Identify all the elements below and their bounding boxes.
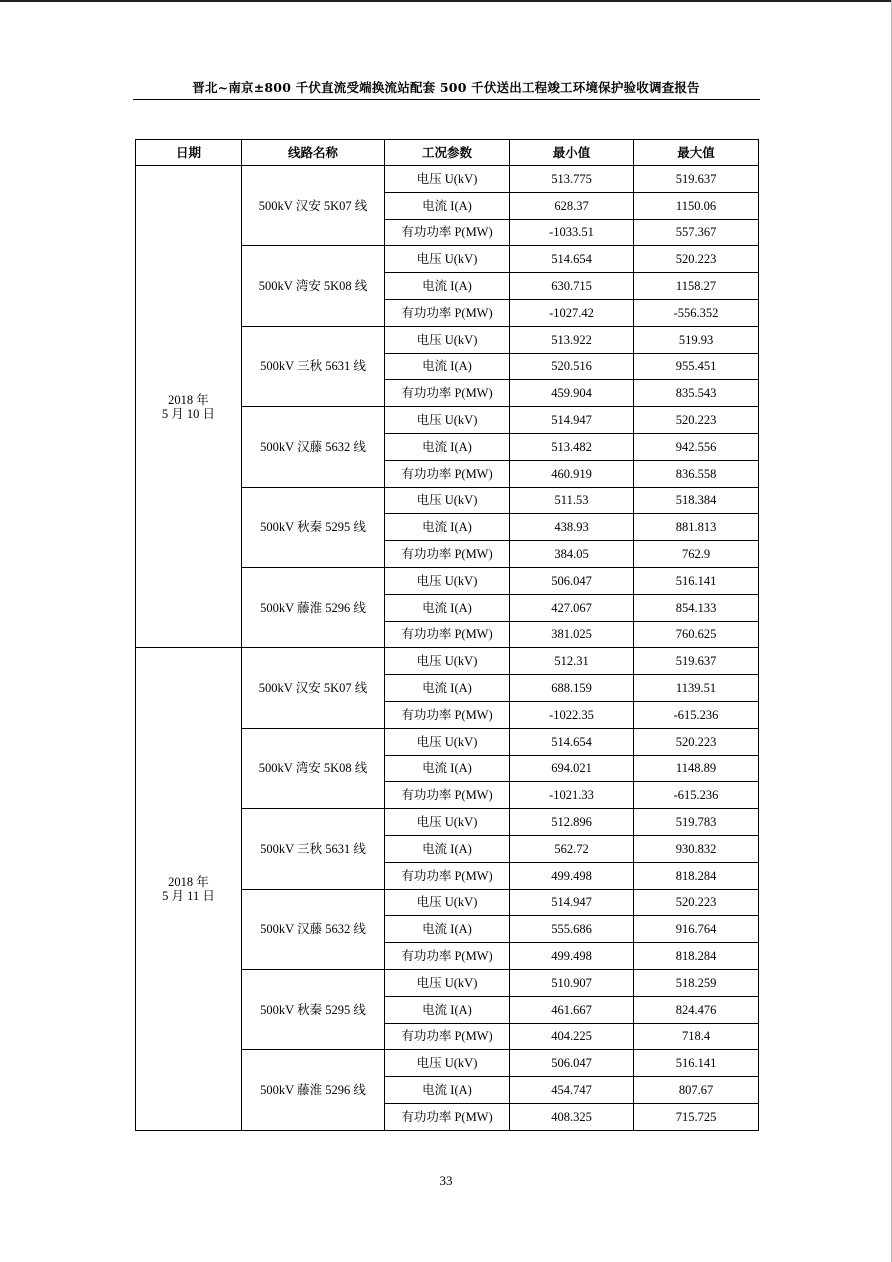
parameter-cell: 电流 I(A) [385,433,510,460]
min-value-cell: 512.896 [510,809,634,836]
parameter-cell: 电压 U(kV) [385,166,510,193]
report-header-title: 晋北~南京±800 千伏直流受端换流站配套 500 千伏送出工程竣工环境保护验收调查报告 [192,80,700,95]
min-value-cell: 454.747 [510,1077,634,1104]
min-value-cell: 460.919 [510,460,634,487]
max-value-cell: 807.67 [634,1077,759,1104]
max-value-cell: 835.543 [634,380,759,407]
table-body [136,166,759,1131]
parameter-cell: 电流 I(A) [385,996,510,1023]
max-value-cell: 942.556 [634,433,759,460]
parameter-cell: 电压 U(kV) [385,728,510,755]
min-value-cell: 514.654 [510,728,634,755]
max-value-cell: 516.141 [634,567,759,594]
line-name-cell: 500kV 秋秦 5295 线 [242,487,385,567]
min-value-cell: 404.225 [510,1023,634,1050]
max-value-cell: 824.476 [634,996,759,1023]
max-value-cell: 818.284 [634,943,759,970]
max-value-cell: 557.367 [634,219,759,246]
table-row [136,166,759,193]
parameter-cell: 有功功率 P(MW) [385,299,510,326]
max-value-cell: 519.783 [634,809,759,836]
table-header-row [136,140,759,166]
min-value-cell: 427.067 [510,594,634,621]
date-cell [136,166,242,648]
line-name-cell: 500kV 秋秦 5295 线 [242,969,385,1049]
min-value-cell: 381.025 [510,621,634,648]
page-number: 33 [439,1173,453,1188]
parameter-cell: 电流 I(A) [385,192,510,219]
date-cell [136,648,242,1130]
min-value-cell: 438.93 [510,514,634,541]
max-value-cell: 1158.27 [634,273,759,300]
line-name-cell: 500kV 藤淮 5296 线 [242,1050,385,1130]
max-value-cell: 520.223 [634,407,759,434]
min-value-cell: 499.498 [510,862,634,889]
min-value-cell: 514.654 [510,246,634,273]
max-value-cell: 916.764 [634,916,759,943]
line-name-cell: 500kV 湾安 5K08 线 [242,728,385,808]
column-header-max: 最大值 [634,140,759,166]
min-value-cell: 520.516 [510,353,634,380]
parameter-cell: 电压 U(kV) [385,889,510,916]
max-value-cell: 519.637 [634,166,759,193]
min-value-cell: 513.482 [510,433,634,460]
parameter-cell: 有功功率 P(MW) [385,943,510,970]
min-value-cell: 513.922 [510,326,634,353]
date-day: 5 月 10 日 [161,406,216,421]
parameter-cell: 电流 I(A) [385,675,510,702]
line-name-cell: 500kV 三秋 5631 线 [242,326,385,406]
max-value-cell: 516.141 [634,1050,759,1077]
line-name-cell: 500kV 三秋 5631 线 [242,809,385,889]
min-value-cell: 510.907 [510,969,634,996]
min-value-cell: 555.686 [510,916,634,943]
parameter-cell: 电流 I(A) [385,353,510,380]
parameter-cell: 有功功率 P(MW) [385,1103,510,1130]
max-value-cell: 762.9 [634,541,759,568]
min-value-cell: -1027.42 [510,299,634,326]
min-value-cell: 499.498 [510,943,634,970]
max-value-cell: 715.725 [634,1103,759,1130]
parameter-cell: 电压 U(kV) [385,487,510,514]
parameter-cell: 电压 U(kV) [385,648,510,675]
line-name-cell: 500kV 藤淮 5296 线 [242,567,385,647]
min-value-cell: 630.715 [510,273,634,300]
parameter-cell: 电流 I(A) [385,755,510,782]
min-value-cell: 512.31 [510,648,634,675]
parameter-cell: 有功功率 P(MW) [385,782,510,809]
parameter-cell: 有功功率 P(MW) [385,541,510,568]
max-value-cell: 518.384 [634,487,759,514]
page-top-border [0,0,892,2]
date-year: 2018 年 [168,392,209,407]
parameter-cell: 电流 I(A) [385,916,510,943]
line-name-cell: 500kV 汉安 5K07 线 [242,648,385,728]
operating-conditions-table [135,139,759,1131]
min-value-cell: 384.05 [510,541,634,568]
header-rule [133,99,760,100]
min-value-cell: 513.775 [510,166,634,193]
parameter-cell: 有功功率 P(MW) [385,862,510,889]
max-value-cell: 955.451 [634,353,759,380]
max-value-cell: -615.236 [634,782,759,809]
column-header-date: 日期 [136,140,242,166]
min-value-cell: 461.667 [510,996,634,1023]
min-value-cell: 506.047 [510,567,634,594]
max-value-cell: 520.223 [634,889,759,916]
min-value-cell: 506.047 [510,1050,634,1077]
date-year: 2018 年 [168,875,209,890]
column-header-parameter: 工况参数 [385,140,510,166]
column-header-min: 最小值 [510,140,634,166]
parameter-cell: 电压 U(kV) [385,407,510,434]
min-value-cell: -1022.35 [510,701,634,728]
max-value-cell: 930.832 [634,835,759,862]
parameter-cell: 电流 I(A) [385,835,510,862]
min-value-cell: 694.021 [510,755,634,782]
parameter-cell: 电压 U(kV) [385,326,510,353]
min-value-cell: 459.904 [510,380,634,407]
max-value-cell: -556.352 [634,299,759,326]
min-value-cell: -1033.51 [510,219,634,246]
min-value-cell: 562.72 [510,835,634,862]
min-value-cell: 688.159 [510,675,634,702]
max-value-cell: 519.93 [634,326,759,353]
parameter-cell: 电压 U(kV) [385,809,510,836]
parameter-cell: 有功功率 P(MW) [385,219,510,246]
parameter-cell: 电压 U(kV) [385,567,510,594]
parameter-cell: 有功功率 P(MW) [385,460,510,487]
min-value-cell: 511.53 [510,487,634,514]
max-value-cell: -615.236 [634,701,759,728]
max-value-cell: 718.4 [634,1023,759,1050]
max-value-cell: 518.259 [634,969,759,996]
max-value-cell: 854.133 [634,594,759,621]
parameter-cell: 电流 I(A) [385,514,510,541]
max-value-cell: 519.637 [634,648,759,675]
max-value-cell: 836.558 [634,460,759,487]
parameter-cell: 电流 I(A) [385,1077,510,1104]
parameter-cell: 电流 I(A) [385,594,510,621]
min-value-cell: 628.37 [510,192,634,219]
line-name-cell: 500kV 汉藤 5632 线 [242,889,385,969]
min-value-cell: 514.947 [510,889,634,916]
parameter-cell: 电压 U(kV) [385,1050,510,1077]
parameter-cell: 有功功率 P(MW) [385,621,510,648]
line-name-cell: 500kV 汉安 5K07 线 [242,166,385,246]
line-name-cell: 500kV 汉藤 5632 线 [242,407,385,487]
line-name-cell: 500kV 湾安 5K08 线 [242,246,385,326]
parameter-cell: 电流 I(A) [385,273,510,300]
max-value-cell: 818.284 [634,862,759,889]
parameter-cell: 电压 U(kV) [385,969,510,996]
min-value-cell: 514.947 [510,407,634,434]
min-value-cell: 408.325 [510,1103,634,1130]
max-value-cell: 1148.89 [634,755,759,782]
max-value-cell: 1150.06 [634,192,759,219]
min-value-cell: -1021.33 [510,782,634,809]
parameter-cell: 有功功率 P(MW) [385,701,510,728]
max-value-cell: 520.223 [634,728,759,755]
table-row [136,648,759,675]
column-header-line-name: 线路名称 [242,140,385,166]
parameter-cell: 电压 U(kV) [385,246,510,273]
max-value-cell: 881.813 [634,514,759,541]
max-value-cell: 1139.51 [634,675,759,702]
parameter-cell: 有功功率 P(MW) [385,1023,510,1050]
max-value-cell: 520.223 [634,246,759,273]
max-value-cell: 760.625 [634,621,759,648]
date-day: 5 月 11 日 [162,889,215,904]
parameter-cell: 有功功率 P(MW) [385,380,510,407]
